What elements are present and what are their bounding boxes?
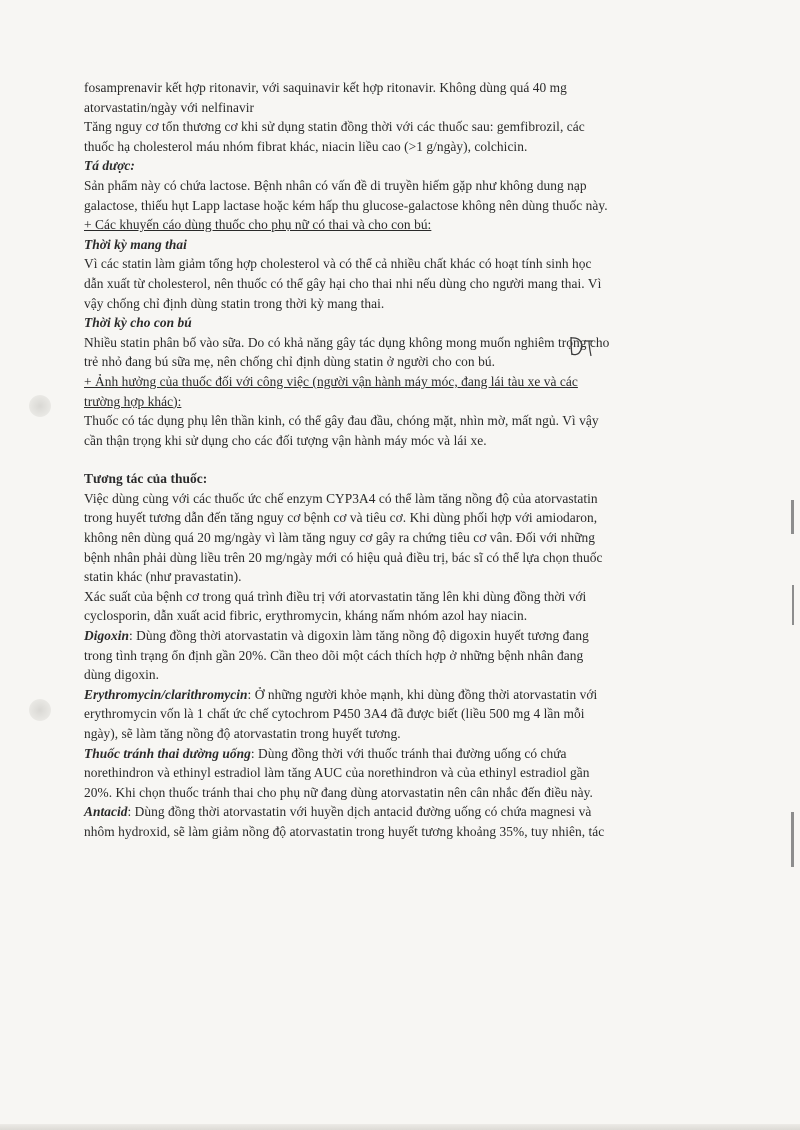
heading-line: trường hợp khác): (84, 393, 182, 409)
text-line: bệnh nhân phải dùng liều trên 20 mg/ngày mới có hiệu quả điều trị, bác sĩ có thể lựa chọn thuốc (84, 549, 603, 565)
line-text: : Dùng đồng thời atorvastatin và digoxin làm tăng nồng độ digoxin huyết tương đang (129, 628, 589, 644)
heading-line: Thời kỳ cho con bú (84, 315, 192, 331)
line-text: : Dùng đồng thời atorvastatin với huyền dịch antacid đường uống có chứa magnesi và (127, 804, 592, 820)
heading-line (84, 685, 710, 705)
heading-line: Tá dược: (84, 158, 135, 174)
scan-edge-mark (792, 585, 794, 625)
heading-line: Tương tác của thuốc: (84, 471, 208, 487)
text-line: galactose, thiếu hụt Lapp lactase hoặc kém hấp thu glucose-galactose không nên dùng thuốc này. (84, 197, 608, 213)
line-text: : Dùng đồng thời với thuốc tránh thai đường uống có chứa (250, 745, 567, 761)
text-line: vậy chống chỉ định dùng statin trong thời kỳ mang thai. (84, 295, 385, 311)
handwritten-initials-mark (567, 333, 601, 359)
heading-line (84, 744, 710, 764)
punch-hole-lower (29, 699, 51, 721)
text-line: Vì các statin làm giảm tổng hợp cholesterol và có thể cả nhiều chất khác có hoạt tính sinh học (84, 256, 592, 272)
text-line: cần thận trọng khi sử dụng cho các đối tượng vận hành máy móc và lái xe. (84, 432, 487, 448)
text-line: Nhiều statin phân bố vào sữa. Do có khả năng gây tác dụng không mong muốn nghiêm trọng cho (84, 334, 610, 350)
text-line: trẻ nhỏ đang bú sữa mẹ, nên chống chỉ định dùng statin ở người cho con bú. (84, 354, 495, 370)
scan-edge-mark (791, 500, 794, 534)
text-line: Tăng nguy cơ tổn thương cơ khi sử dụng statin đồng thời với các thuốc sau: gemfibrozil, các (84, 119, 585, 135)
text-line: 20%. Khi chọn thuốc tránh thai cho phụ nữ đang dùng atorvastatin nên cân nhắc đến điều này. (84, 784, 593, 800)
text-line: erythromycin vốn là 1 chất ức chế cytochrom P450 3A4 đã được biết (liều 500 mg 4 lần mỗi (84, 706, 585, 722)
heading-line (84, 626, 710, 646)
heading-line (84, 802, 710, 822)
text-line: ngày), sẽ làm tăng nồng độ atorvastatin trong huyết tương. (84, 726, 401, 741)
text-line: trong huyết tương dẫn đến tăng nguy cơ bệnh cơ và tiêu cơ. Khi dùng phối hợp với amiodaron, (84, 510, 598, 526)
text-line: Sản phẩm này có chứa lactose. Bệnh nhân có vấn đề di truyền hiếm gặp như không dung nạp (84, 177, 587, 193)
drug-name-lead: Erythromycin/clarithromycin (84, 686, 248, 702)
text-line: trong tình trạng ổn định gần 20%. Cần theo dõi một cách thích hợp ở những bệnh nhân đang (84, 647, 584, 663)
punch-hole-upper (29, 395, 51, 417)
scan-edge-mark (791, 812, 794, 867)
text-line: norethindron và ethinyl estradiol làm tăng AUC của norethindron và của ethinyl estradiol gần (84, 765, 590, 781)
text-line: thuốc hạ cholesterol máu nhóm fibrat khác, niacin liều cao (>1 g/ngày), colchicin. (84, 138, 528, 154)
text-line: Việc dùng cùng với các thuốc ức chế enzym CYP3A4 có thể làm tăng nồng độ của atorvastatin (84, 490, 598, 506)
text-line: dẫn xuất từ cholesterol, nên thuốc có thể gây hại cho thai nhi nếu dùng cho người mang thai. Vì (84, 275, 602, 291)
text-line: fosamprenavir kết hợp ritonavir, với saquinavir kết hợp ritonavir. Không dùng quá 40 mg (84, 80, 567, 95)
text-line: không nên dùng quá 20 mg/ngày vì làm tăng nguy cơ gây ra chứng tiêu cơ vân. Đối với những (84, 530, 596, 546)
document-body (84, 78, 710, 842)
text-line: atorvastatin/ngày với nelfinavir (84, 99, 255, 115)
heading-line: + Các khuyến cáo dùng thuốc cho phụ nữ có thai và cho con bú: (84, 217, 432, 233)
text-line: dùng digoxin. (84, 667, 160, 683)
heading-line: Thời kỳ mang thai (84, 236, 187, 252)
drug-name-lead: Thuốc tránh thai dường uống (84, 745, 251, 761)
text-line: Thuốc có tác dụng phụ lên thần kinh, có thể gây đau đầu, chóng mặt, nhìn mờ, mất ngủ. Vì vậy (84, 413, 599, 429)
heading-line: + Ảnh hưởng của thuốc đối với công việc (người vận hành máy móc, đang lái tàu xe và các (84, 373, 578, 389)
drug-name-lead: Digoxin (84, 628, 129, 644)
line-text: : Ở những người khỏe mạnh, khi dùng đồng thời atorvastatin với (247, 686, 598, 702)
scan-bottom-edge (0, 1124, 800, 1130)
text-line: Xác suất của bệnh cơ trong quá trình điều trị với atorvastatin tăng lên khi dùng đồng thời với (84, 588, 587, 604)
text-line: statin khác (như pravastatin). (84, 569, 242, 585)
text-line: cyclosporin, dẫn xuất acid fibric, erythromycin, kháng nấm nhóm azol hay niacin. (84, 608, 528, 624)
paragraph-gap (84, 450, 710, 469)
text-line: nhôm hydroxid, sẽ làm giảm nồng độ atorvastatin trong huyết tương khoảng 35%, tuy nhiên, tác (84, 823, 605, 839)
drug-name-lead: Antacid (84, 804, 128, 820)
